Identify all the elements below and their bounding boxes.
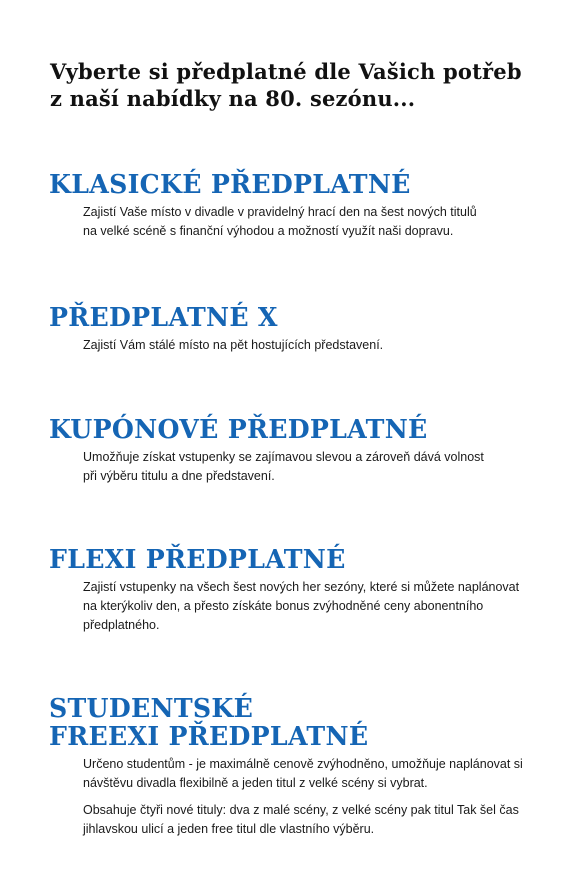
section-heading-line: PŘEDPLATNÉ X	[49, 303, 278, 333]
description-line: návštěvu divadla flexibilně a jeden titul z velké scény si vybrat.	[83, 776, 428, 790]
section-heading-line: FLEXI PŘEDPLATNÉ	[49, 545, 346, 575]
description-line: jihlavskou ulicí a jeden free titul dle vlastního výběru.	[83, 822, 375, 836]
section-heading-line: KUPÓNOVÉ PŘEDPLATNÉ	[49, 415, 428, 445]
section-description	[83, 578, 533, 635]
description-line: Umožňuje získat vstupenky se zajímavou slevou a zároveň dává volnost	[83, 450, 484, 464]
description-line: Určeno studentům - je maximálně cenově zvýhodněno, umožňuje naplánovat si	[83, 757, 523, 771]
section-studentske-freexi-predplatne	[49, 695, 549, 839]
section-heading-line: KLASICKÉ PŘEDPLATNÉ	[49, 170, 411, 200]
section-heading	[49, 695, 534, 751]
section-description	[83, 448, 533, 486]
description-line: na kterýkoliv den, a přesto získáte bonus zvýhodněné ceny abonentního	[83, 599, 484, 613]
section-heading-line: STUDENTSKÉ	[49, 694, 254, 724]
section-heading	[49, 304, 534, 332]
section-description	[83, 336, 533, 355]
description-line: předplatného.	[83, 618, 160, 632]
intro-line-1: Vyberte si předplatné dle Vašich potřeb	[50, 59, 522, 84]
section-predplatne-x	[49, 304, 549, 355]
section-heading	[49, 416, 534, 444]
section-description	[83, 755, 533, 793]
section-klasicke-predplatne	[49, 171, 549, 241]
intro-heading	[50, 58, 550, 112]
section-description-contents	[83, 801, 533, 839]
section-heading-line: FREEXI PŘEDPLATNÉ	[49, 722, 369, 752]
description-line: Obsahuje čtyři nové tituly: dva z malé scény, z velké scény pak titul Tak šel čas	[83, 803, 519, 817]
section-kuponove-predplatne	[49, 416, 549, 486]
description-line: Zajistí vstupenky na všech šest nových her sezóny, které si můžete naplánovat	[83, 580, 520, 594]
description-line: Zajistí Vám stálé místo na pět hostujících představení.	[83, 338, 384, 352]
section-heading	[49, 546, 534, 574]
section-description	[83, 203, 533, 241]
description-line: při výběru titulu a dne představení.	[83, 469, 275, 483]
section-flexi-predplatne	[49, 546, 549, 635]
description-line: na velké scéně s finanční výhodou a možností využít naši dopravu.	[83, 224, 454, 238]
intro-line-2: z naší nabídky na 80. sezónu...	[50, 86, 416, 111]
section-heading	[49, 171, 534, 199]
description-line: Zajistí Vaše místo v divadle v pravidelný hrací den na šest nových titulů	[83, 205, 477, 219]
